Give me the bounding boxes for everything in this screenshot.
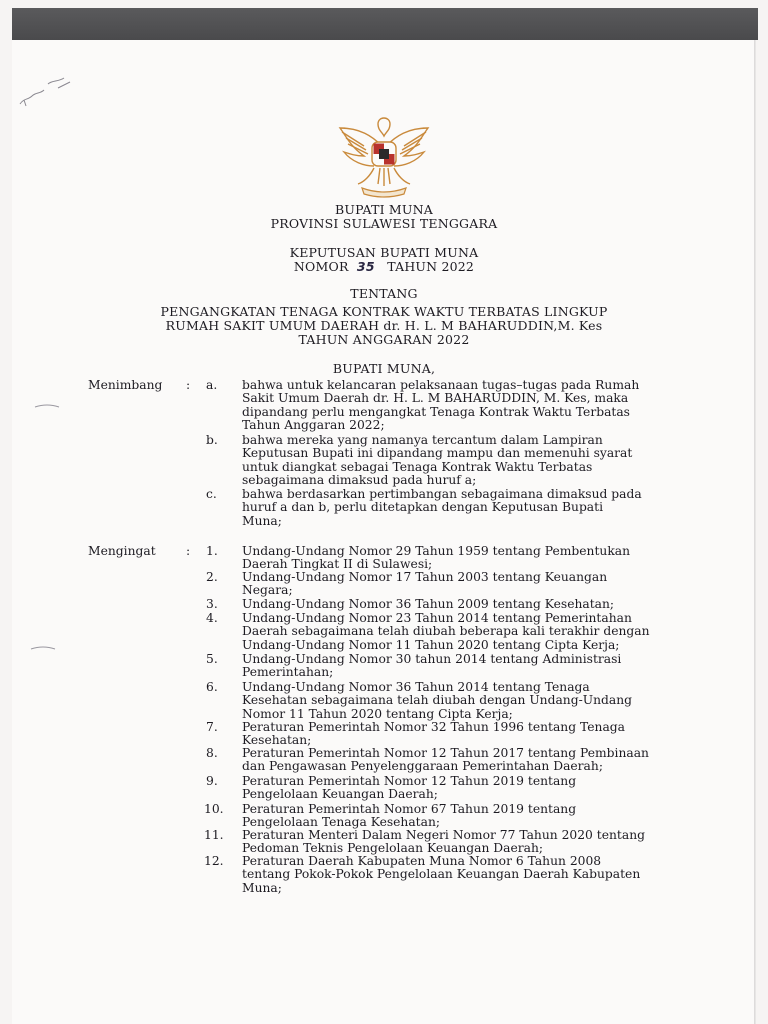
text-line: dan Pengawasan Penyelenggaraan Pemerintahan Daerah;	[242, 759, 603, 774]
opening-regent: BUPATI MUNA,	[332, 361, 436, 376]
text-line: Peraturan Pemerintah Nomor 12 Tahun 2017 tentang Pembinaan	[242, 746, 649, 760]
list-marker: 12.	[204, 854, 224, 868]
text-line: Kesehatan sebagaimana telah diubah dengan Undang-Undang	[242, 693, 633, 708]
text-line: Undang-Undang Nomor 11 Tahun 2020 tentang Cipta Kerja;	[242, 637, 620, 652]
text-line: Undang-Undang Nomor 30 tahun 2014 tentang Administrasi	[242, 652, 622, 666]
text-line: Daerah sebagaimana telah diubah beberapa kali terakhir dengan	[242, 624, 650, 639]
scan-page-edge	[754, 40, 756, 1024]
text-line: Pemerintahan;	[242, 665, 334, 680]
text-line: Pengelolaan Tenaga Kesehatan;	[242, 815, 441, 830]
text-line: Kesehatan;	[242, 733, 312, 748]
list-marker: 6.	[206, 680, 218, 694]
list-marker: 1.	[206, 544, 218, 558]
punch-hole-mark	[30, 646, 56, 650]
decree-number-prefix: NOMOR	[293, 259, 349, 274]
text-line: Negara;	[242, 583, 293, 598]
text-line: Keputusan Bupati ini dipandang mampu dan memenuhi syarat	[242, 446, 633, 461]
mengingat-item-3	[242, 598, 698, 611]
menimbang-item-a	[242, 379, 698, 432]
text-line: dipandang perlu mengangkat Tenaga Kontrak Waktu Terbatas	[242, 404, 630, 419]
text-line: Muna;	[242, 513, 282, 528]
list-marker: c.	[206, 487, 217, 501]
mengingat-item-4	[242, 612, 698, 652]
header-province: PROVINSI SULAWESI TENGGARA	[270, 216, 498, 231]
mengingat-colon: :	[186, 544, 191, 558]
text-line: sebagaimana dimaksud pada huruf a;	[242, 472, 477, 487]
text-line: Undang-Undang Nomor 23 Tahun 2014 tentang Pemerintahan	[242, 611, 632, 625]
list-marker: 9.	[206, 774, 218, 788]
subject-line-2: RUMAH SAKIT UMUM DAERAH dr. H. L. M BAHARUDDIN,M. Kes	[165, 318, 603, 333]
text-line: Peraturan Daerah Kabupaten Muna Nomor 6 Tahun 2008	[242, 854, 602, 868]
list-marker: 10.	[204, 802, 224, 816]
mengingat-item-10	[242, 803, 698, 830]
list-marker: 8.	[206, 746, 218, 760]
text-line: Pedoman Teknis Pengelolaan Keuangan Daerah;	[242, 841, 544, 856]
decree-number-handwritten: 35	[356, 259, 375, 274]
text-line: untuk diangkat sebagai Tenaga Kontrak Waktu Terbatas	[242, 459, 593, 474]
text-line: bahwa berdasarkan pertimbangan sebagaimana dimaksud pada	[242, 487, 642, 501]
text-line: Undang-Undang Nomor 36 Tahun 2014 tentang Tenaga	[242, 680, 590, 694]
list-marker: b.	[206, 433, 218, 447]
list-marker: 4.	[206, 611, 218, 625]
text-line: huruf a dan b, perlu ditetapkan dengan Keputusan Bupati	[242, 500, 604, 515]
mengingat-item-5	[242, 653, 698, 680]
menimbang-item-c	[242, 488, 698, 528]
list-marker: 2.	[206, 570, 218, 584]
decree-number	[0, 259, 768, 274]
list-marker: 11.	[204, 828, 224, 842]
text-line: Nomor 11 Tahun 2020 tentang Cipta Kerja;	[242, 706, 513, 721]
decree-number-year: TAHUN 2022	[387, 259, 475, 274]
list-marker: 7.	[206, 720, 218, 734]
mengingat-item-1	[242, 545, 698, 572]
list-marker: 5.	[206, 652, 218, 666]
text-line: Peraturan Pemerintah Nomor 12 Tahun 2019 tentang	[242, 774, 577, 788]
mengingat-item-12	[242, 855, 698, 895]
subject-line-1: PENGANGKATAN TENAGA KONTRAK WAKTU TERBATAS LINGKUP	[160, 304, 608, 319]
tentang-label: TENTANG	[350, 286, 418, 301]
text-line: Pengelolaan Keuangan Daerah;	[242, 787, 438, 802]
text-line: bahwa untuk kelancaran pelaksanaan tugas–tugas pada Rumah	[242, 378, 640, 392]
mengingat-label: Mengingat	[88, 544, 156, 558]
mengingat-item-11	[242, 829, 698, 856]
text-line: tentang Pokok-Pokok Pengelolaan Keuangan Daerah Kabupaten	[242, 867, 641, 882]
subject-line-3: TAHUN ANGGARAN 2022	[298, 332, 470, 347]
text-line: Peraturan Pemerintah Nomor 32 Tahun 1996 tentang Tenaga	[242, 720, 625, 734]
scan-dark-border	[12, 8, 758, 40]
mengingat-item-6	[242, 681, 698, 721]
text-line: Peraturan Pemerintah Nomor 67 Tahun 2019 tentang	[242, 802, 577, 816]
pencil-scribble	[14, 70, 84, 110]
list-marker: a.	[206, 378, 218, 392]
mengingat-item-7	[242, 721, 698, 748]
decree-title: KEPUTUSAN BUPATI MUNA	[289, 245, 479, 260]
menimbang-colon: :	[186, 378, 191, 392]
text-line: Peraturan Menteri Dalam Negeri Nomor 77 Tahun 2020 tentang	[242, 828, 645, 842]
text-line: Tahun Anggaran 2022;	[242, 417, 385, 432]
text-line: Daerah Tingkat II di Sulawesi;	[242, 557, 433, 572]
text-line: Undang-Undang Nomor 17 Tahun 2003 tentang Keuangan	[242, 570, 608, 584]
text-line: Undang-Undang Nomor 36 Tahun 2009 tentang Kesehatan;	[242, 597, 615, 611]
mengingat-item-8	[242, 747, 698, 774]
punch-hole-mark	[34, 404, 60, 408]
garuda-emblem-icon	[334, 106, 434, 202]
mengingat-item-9	[242, 775, 698, 802]
text-line: bahwa mereka yang namanya tercantum dalam Lampiran	[242, 433, 603, 447]
text-line: Sakit Umum Daerah dr. H. L. M BAHARUDDIN, M. Kes, maka	[242, 391, 629, 406]
mengingat-item-2	[242, 571, 698, 598]
text-line: Undang-Undang Nomor 29 Tahun 1959 tentang Pembentukan	[242, 544, 631, 558]
list-marker: 3.	[206, 597, 218, 611]
header-regent-title: BUPATI MUNA	[334, 202, 434, 217]
menimbang-label: Menimbang	[88, 378, 163, 392]
menimbang-item-b	[242, 434, 698, 487]
text-line: Muna;	[242, 880, 282, 895]
